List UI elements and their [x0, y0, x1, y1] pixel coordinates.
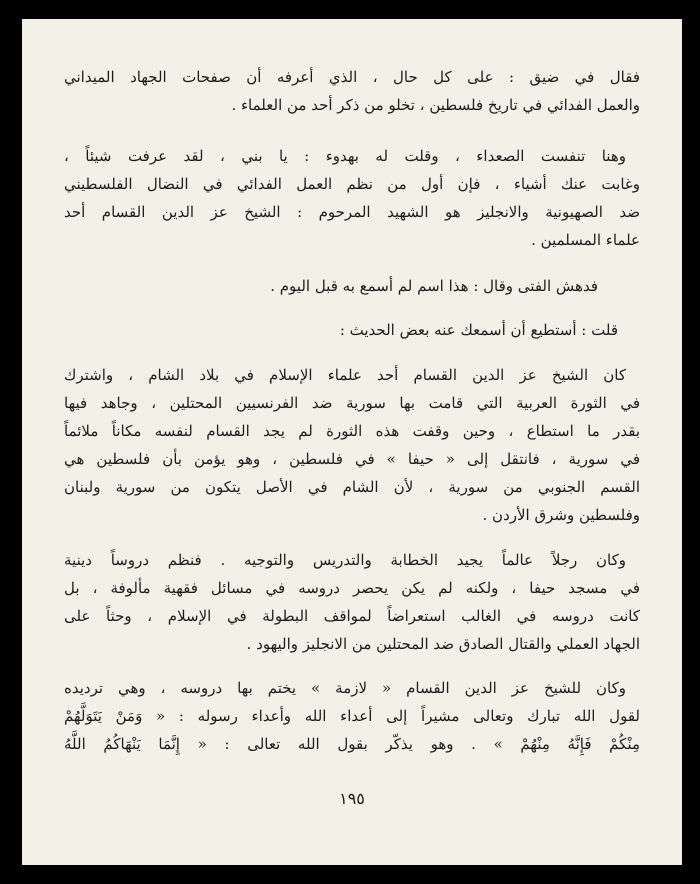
text-line: وكان للشيخ عز الدين القسام « لازمة » يختم بها دروسه ، وهي ترديده	[64, 679, 626, 697]
text-line: وهنا تنفست الصعداء ، وقلت له بهدوء : يا بني ، لقد عرفت شيئاً ،	[64, 147, 626, 165]
text-line: والعمل الفدائي في تاريخ فلسطين ، تخلو من ذكر أحد من العلماء .	[231, 96, 640, 114]
text-line: علماء المسلمين .	[531, 231, 640, 249]
document-page	[22, 19, 682, 865]
text-line: كان الشيخ عز الدين القسام أحد علماء الإسلام في بلاد الشام ، واشترك	[64, 366, 626, 384]
text-line: لقول الله تبارك وتعالى مشيراً إلى أعداء الله وأعداء رسوله : « وَمَنْ يَتَوَلَّهُمْ	[64, 707, 640, 725]
text-line: في سورية ، فانتقل إلى « حيفا » في فلسطين ، وهو يؤمن بأن فلسطين هي	[64, 450, 640, 468]
text-line: وغابت عنك أشياء ، فإن أول من نظم العمل الفدائي في النضال الفلسطيني	[64, 175, 640, 193]
text-line: فدهش الفتى وقال : هذا اسم لم أسمع به قبل اليوم .	[270, 277, 598, 295]
paragraph-3	[64, 272, 598, 300]
text-line: قلت : أستطيع أن أسمعك عنه بعض الحديث :	[339, 321, 618, 339]
paragraph-1	[64, 63, 640, 119]
text-line: القسم الجنوبي من سورية ، لأن الشام في الأصل يتكون من سورية ولبنان	[64, 478, 640, 496]
text-line: مِنْكُمْ فَإِنَّهُ مِنْهُمْ » . وهو يذكّر بقول الله تعالى : « إِنَّمَا يَنْهَاكُمُ اللَّهُ	[64, 735, 640, 753]
paragraph-6	[64, 546, 640, 658]
text-line: في الثورة العربية التي قامت بها سورية ضد الفرنسيين المحتلين ، وجاهد فيها	[64, 394, 640, 412]
text-line: كانت دروسه في الغالب استعراضاً لمواقف البطولة في الإسلام ، وحثاً على	[64, 607, 640, 625]
text-line: الجهاد العملي والقتال الصادق ضد المحتلين من الانجليز واليهود .	[246, 635, 640, 653]
page-number: ١٩٥	[339, 789, 365, 808]
text-line: ضد الصهيونية والانجليز هو الشهيد المرحوم : الشيخ عز الدين القسام أحد	[64, 203, 640, 221]
paragraph-7	[64, 674, 640, 758]
text-line: فقال في ضيق : على كل حال ، الذي أعرفه أن صفحات الجهاد الميداني	[64, 68, 640, 86]
paragraph-2	[64, 142, 640, 254]
paragraph-5	[64, 361, 640, 529]
paragraph-4	[64, 316, 618, 344]
text-line: وفلسطين وشرق الأردن .	[482, 506, 640, 524]
text-line: في مسجد حيفا ، ولكنه لم يكن يحصر دروسه في مسائل فقهية مألوفة ، بل	[64, 579, 640, 597]
text-line: بقدر ما استطاع ، وحين وقفت هذه الثورة لم يجد القسام لنفسه مكاناً ملائماً	[64, 422, 640, 440]
text-line: وكان رجلاً عالماً يجيد الخطابة والتدريس والتوجيه . فنظم دروساً دينية	[64, 551, 626, 569]
